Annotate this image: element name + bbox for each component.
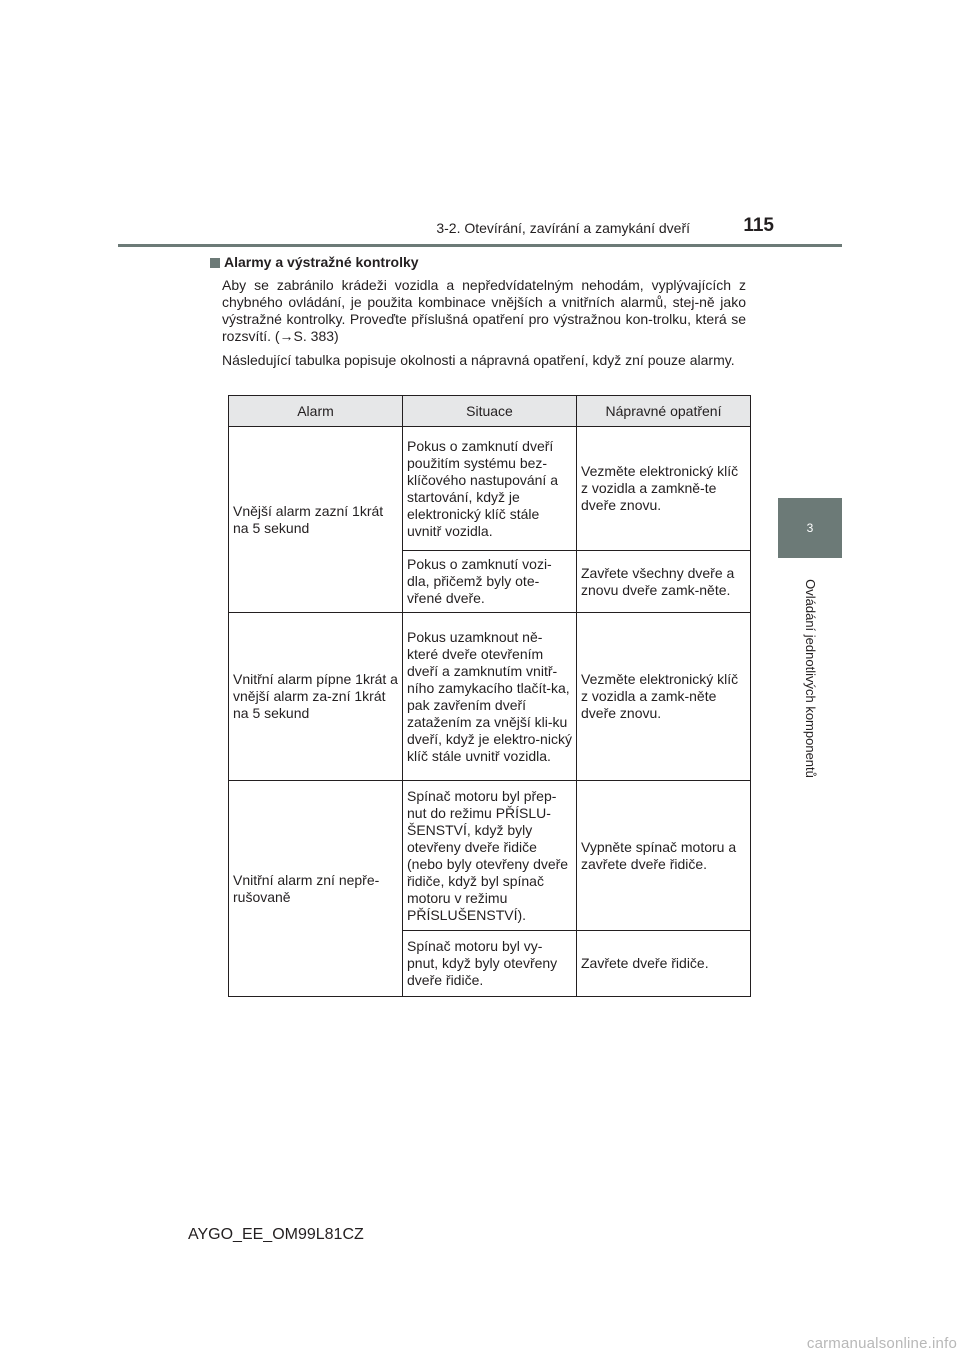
- section-heading: [210, 254, 746, 271]
- table-row: [229, 427, 751, 551]
- section-title: 3-2. Otevírání, zavírání a zamykání dveří: [436, 220, 690, 236]
- header-alarm: Alarm: [229, 396, 403, 427]
- situation-cell: Pokus o zamknutí vozi-dla, přičemž byly ote-vřené dveře.: [403, 551, 577, 613]
- table-header-row: [229, 396, 751, 427]
- header-remedy: Nápravné opatření: [577, 396, 751, 427]
- square-bullet-icon: [210, 258, 220, 268]
- intro-paragraph: Aby se zabránilo krádeži vozidla a nepředvídatelným nehodám, vyplývajících z chybného ovládání, je použita kombinace vnějších a vnitřních alarmů, stej-ně jako výstražné kontrolky. Proveďte příslušná opatření pro výstražnou kon-trolku, která se rozsvítí. (→S. 383): [222, 277, 746, 344]
- alarm-cell: Vnitřní alarm zní nepře-rušovaně: [229, 781, 403, 997]
- remedy-cell: Vezměte elektronický klíč z vozidla a zamk-něte dveře znovu.: [577, 613, 751, 781]
- header-divider: [118, 244, 842, 247]
- alarm-cell: Vnější alarm zazní 1krát na 5 sekund: [229, 427, 403, 613]
- header-situation: Situace: [403, 396, 577, 427]
- remedy-cell: Vezměte elektronický klíč z vozidla a zamkně-te dveře znovu.: [577, 427, 751, 551]
- table-row: [229, 781, 751, 931]
- main-content: [210, 254, 746, 376]
- remedy-cell: Zavřete dveře řidiče.: [577, 931, 751, 997]
- watermark: carmanualsonline.info: [806, 1335, 957, 1352]
- situation-cell: Spínač motoru byl vy-pnut, když byly otevřeny dveře řidiče.: [403, 931, 577, 997]
- alarms-table: [228, 395, 751, 997]
- document-code: AYGO_EE_OM99L81CZ: [188, 1226, 364, 1243]
- chapter-number: 3: [806, 521, 814, 535]
- chapter-label-text: Ovládání jednotlivých komponentů: [802, 578, 818, 778]
- alarm-cell: Vnitřní alarm pípne 1krát a vnější alarm za-zní 1krát na 5 sekund: [229, 613, 403, 781]
- remedy-cell: Zavřete všechny dveře a znovu dveře zamk-něte.: [577, 551, 751, 613]
- remedy-cell: Vypněte spínač motoru a zavřete dveře řidiče.: [577, 781, 751, 931]
- situation-cell: Spínač motoru byl přep-nut do režimu PŘÍSLU-ŠENSTVÍ, když byly otevřeny dveře řidiče (nebo byly otevřeny dveře řidiče, když byl spínač motoru v režimu PŘÍSLUŠENSTVÍ).: [403, 781, 577, 931]
- situation-cell: Pokus uzamknout ně-které dveře otevřením dveří a zamknutím vnitř-ního zamykacího tlačít-ka, pak zavřením dveří zatažením za vnější kli-ku dveří, když je elektro-nický klíč stále uvnitř vozidla.: [403, 613, 577, 781]
- situation-cell: Pokus o zamknutí dveří použitím systému bez-klíčového nastupování a startování, když je elektronický klíč stále uvnitř vozidla.: [403, 427, 577, 551]
- table-row: [229, 613, 751, 781]
- page-number: 115: [743, 215, 774, 236]
- chapter-label: [778, 558, 842, 798]
- table-intro-paragraph: Následující tabulka popisuje okolnosti a nápravná opatření, když zní pouze alarmy.: [222, 352, 735, 368]
- chapter-tab[interactable]: [778, 498, 842, 558]
- section-heading-text: Alarmy a výstražné kontrolky: [224, 254, 419, 270]
